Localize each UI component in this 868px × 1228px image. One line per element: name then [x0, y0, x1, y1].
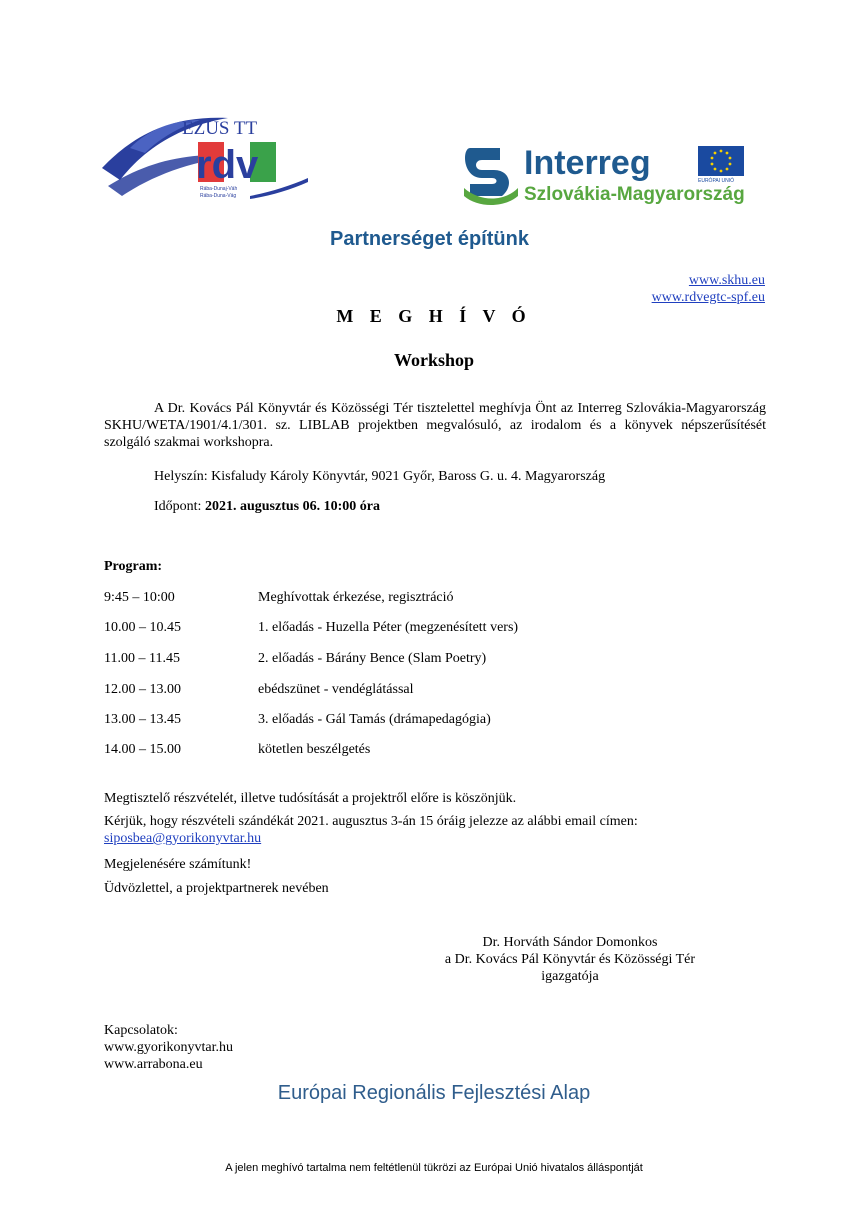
- program-time: 13.00 – 13.45: [104, 712, 181, 727]
- interreg-logo: [460, 140, 760, 206]
- signer-name: Dr. Horváth Sándor Domonkos: [482, 935, 658, 950]
- program-time: 11.00 – 11.45: [104, 651, 180, 666]
- program-time: 9:45 – 10:00: [104, 590, 175, 605]
- contacts-block: [104, 1022, 233, 1073]
- expect-line: Megjelenésére számítunk!: [104, 857, 252, 872]
- intro-paragraph: A Dr. Kovács Pál Könyvtár és Közösségi Tér tisztelettel meghívja Önt az Interreg Szlovákia-Magyarország SKHU/WETA/1901/4.1/301. sz. LIBLAB projektben megvalósuló, az irodalom és a könyvek népszerűsítését szolgáló szakmai workshopra.: [104, 401, 766, 450]
- svg-text:Szlovákia-Magyarország: Szlovákia-Magyarország: [524, 184, 745, 205]
- svg-text:Rába-Duna-Vág: Rába-Duna-Vág: [200, 193, 237, 199]
- rsvp-line: Kérjük, hogy részvételi szándékát 2021. augusztus 3-án 15 óráig jelezze az alábbi email címen: siposbea@gyorikonyvtar.hu: [104, 814, 638, 846]
- svg-text:Rába-Dunaj-Váh: Rába-Dunaj-Váh: [200, 186, 238, 192]
- time-value: 2021. augusztus 06. 10:00 óra: [204, 499, 380, 514]
- fund-name: Európai Regionális Fejlesztési Alap: [277, 1082, 591, 1104]
- signer-org: a Dr. Kovács Pál Könyvtár és Közösségi Tér: [444, 952, 696, 967]
- greeting-line: Üdvözlettel, a projektpartnerek nevében: [104, 881, 329, 896]
- location-line: Helyszín: Kisfaludy Károly Könyvtár, 9021 Győr, Baross G. u. 4. Magyarország: [154, 469, 606, 484]
- header-links: [652, 272, 765, 306]
- disclaimer: A jelen meghívó tartalma nem feltétlenül tükrözi az Európai Unió hivatalos álláspontját: [225, 1162, 643, 1174]
- signature-block: [420, 934, 720, 985]
- program-item: kötetlen beszélgetés: [258, 742, 371, 757]
- program-time: 12.00 – 13.00: [104, 682, 181, 697]
- signer-role: igazgatója: [541, 969, 599, 984]
- contact-link-arrabona[interactable]: www.arrabona.eu: [104, 1057, 203, 1072]
- link-skhu[interactable]: www.skhu.eu: [688, 273, 765, 288]
- email-link[interactable]: siposbea@gyorikonyvtar.hu: [104, 831, 262, 846]
- program-item: 1. előadás - Huzella Péter (megzenésített vers): [258, 620, 519, 635]
- link-rdvegtc[interactable]: www.rdvegtc-spf.eu: [651, 290, 765, 305]
- slogan: Partnerséget építünk: [330, 228, 529, 250]
- program-heading: Program:: [104, 559, 163, 574]
- svg-text:EURÓPAI UNIÓ: EURÓPAI UNIÓ: [698, 178, 735, 184]
- contact-link-library[interactable]: www.gyorikonyvtar.hu: [104, 1040, 233, 1055]
- rdv-egtc-logo: [100, 108, 310, 200]
- svg-text:rdv: rdv: [196, 143, 259, 187]
- contacts-label: Kapcsolatok:: [104, 1023, 178, 1038]
- svg-text:EZÜS TT: EZÜS TT: [182, 118, 258, 139]
- document-subtitle: Workshop: [393, 350, 475, 370]
- program-item: Meghívottak érkezése, regisztráció: [258, 590, 454, 605]
- time-line: [154, 498, 380, 515]
- svg-text:Interreg: Interreg: [524, 144, 651, 182]
- time-label: Időpont:: [154, 499, 205, 514]
- program-item: 2. előadás - Bárány Bence (Slam Poetry): [258, 651, 487, 666]
- thanks-line: Megtisztelő részvételét, illetve tudósítását a projektről előre is köszönjük.: [104, 791, 517, 806]
- program-time: 10.00 – 10.45: [104, 620, 181, 635]
- program-item: ebédszünet - vendéglátással: [258, 682, 414, 697]
- program-item: 3. előadás - Gál Tamás (drámapedagógia): [258, 712, 491, 727]
- program-time: 14.00 – 15.00: [104, 742, 181, 757]
- document-title: M E G H Í V Ó: [336, 306, 532, 326]
